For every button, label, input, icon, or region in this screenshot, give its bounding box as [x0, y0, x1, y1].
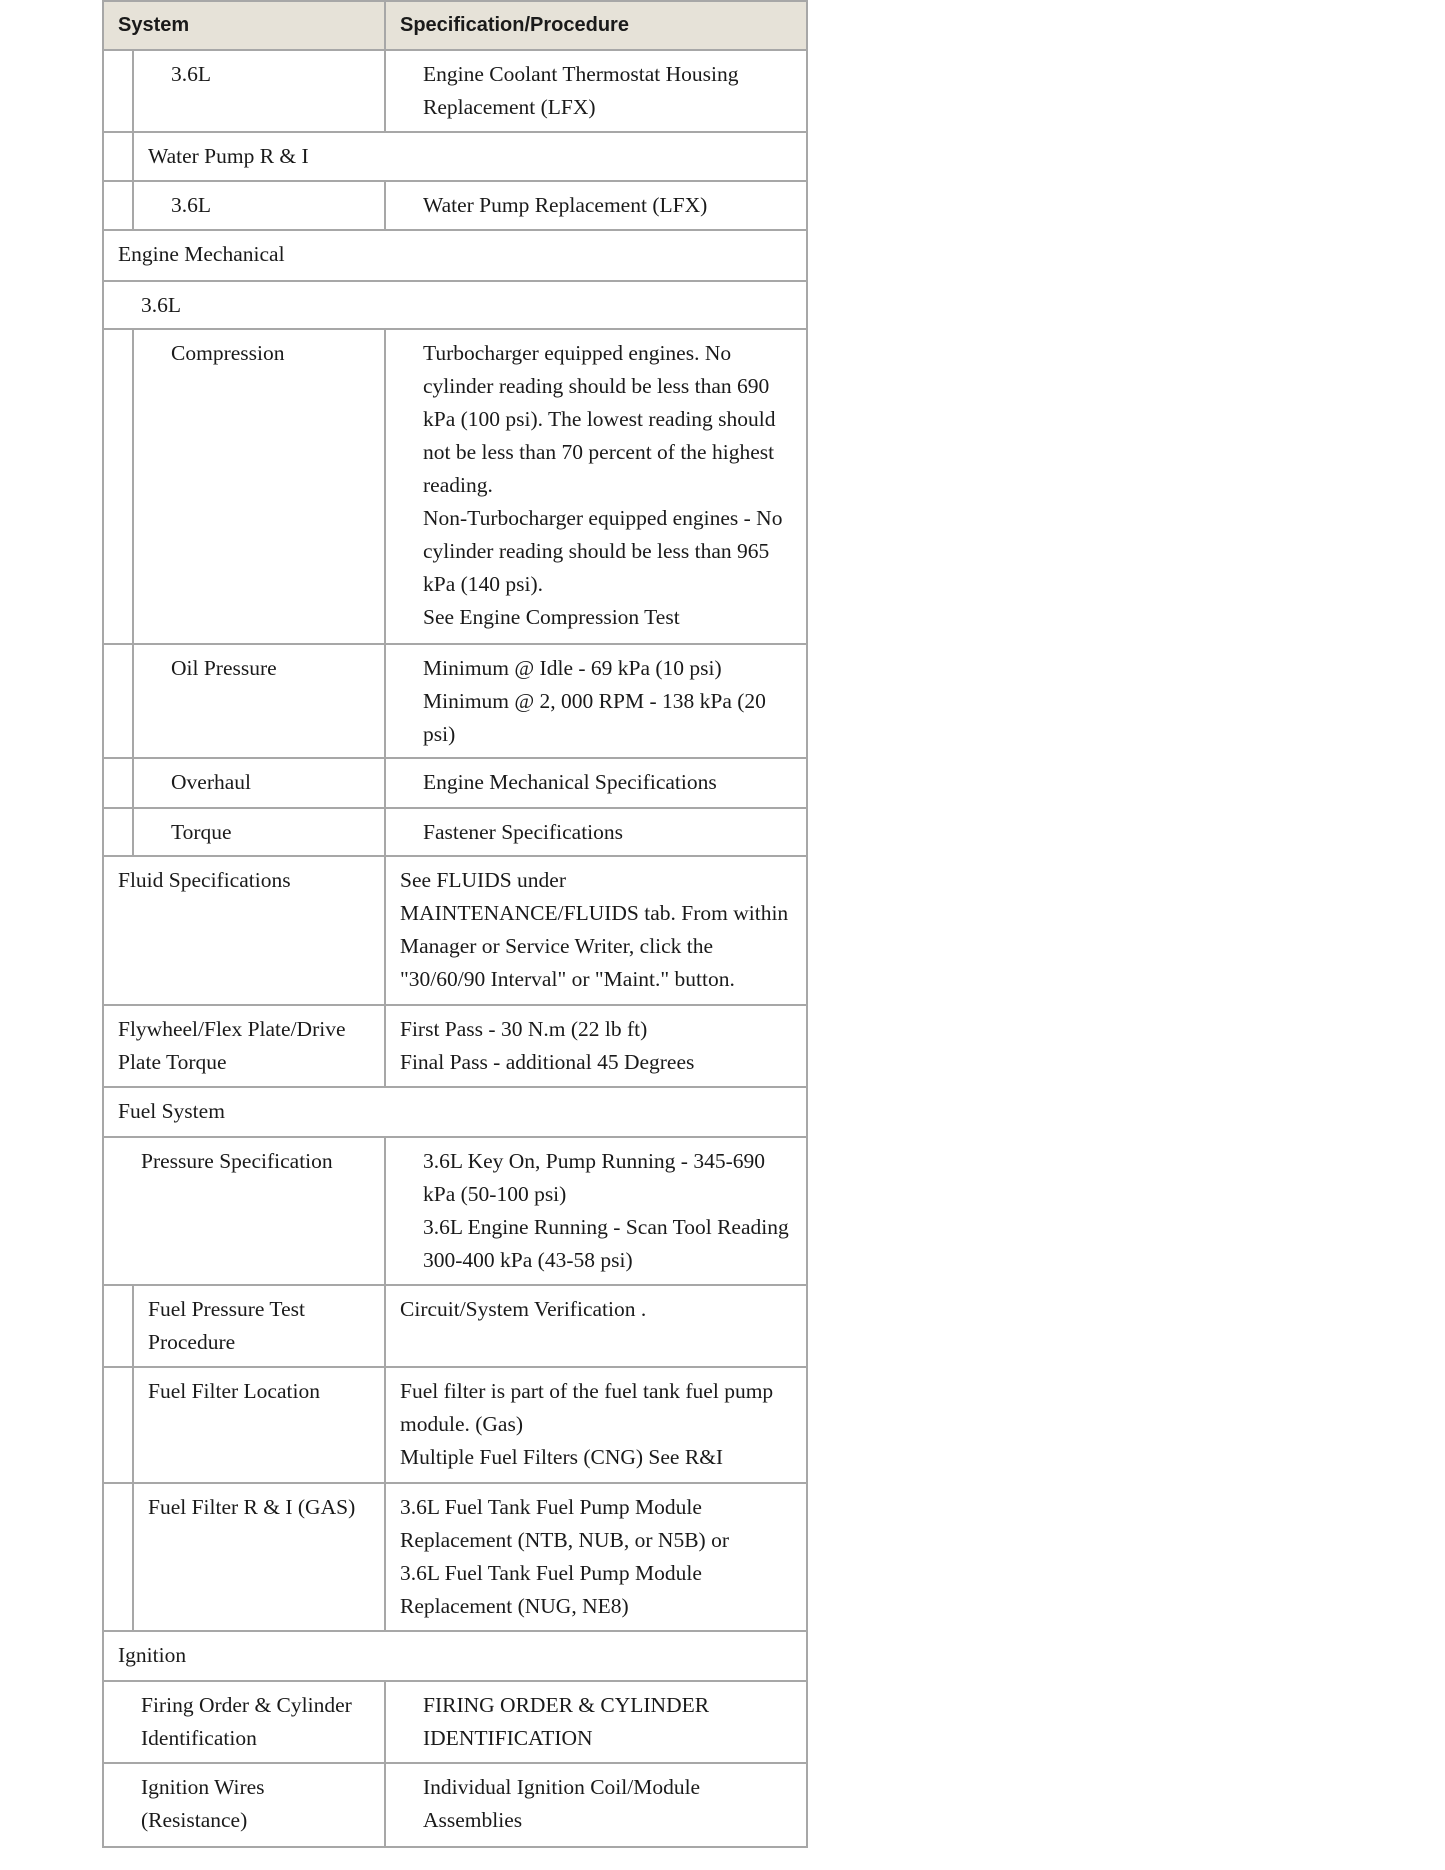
row-system: Overhaul: [134, 759, 386, 807]
section-heading: Engine Mechanical: [118, 242, 285, 266]
row-spec: Fastener Specifications: [423, 820, 624, 844]
table-row: [104, 133, 806, 182]
table-row: [104, 282, 806, 330]
row-spec: Minimum @ Idle - 69 kPa (10 psi) Minimum @ 2, 000 RPM - 138 kPa (20 psi): [423, 656, 766, 746]
header-system: System: [104, 2, 386, 49]
section-heading: Ignition: [118, 1643, 187, 1667]
row-spec: Engine Mechanical Specifications: [423, 770, 717, 794]
table-row: [104, 645, 806, 759]
row-spec: 3.6L Key On, Pump Running - 345-690 kPa (50-100 psi) 3.6L Engine Running - Scan Tool Reading 300-400 kPa (43-58 psi): [423, 1149, 789, 1272]
row-spec: Water Pump Replacement (LFX): [423, 193, 708, 217]
table-row: [104, 1006, 806, 1088]
row-spec: Fuel filter is part of the fuel tank fuel pump module. (Gas) Multiple Fuel Filters (CNG) See R&I: [400, 1379, 774, 1469]
table-row: [104, 330, 806, 645]
row-spec: Engine Coolant Thermostat Housing Replacement (LFX): [423, 62, 739, 119]
section-heading: Water Pump R & I: [148, 144, 309, 168]
row-spec: See FLUIDS under MAINTENANCE/FLUIDS tab. From within Manager or Service Writer, click the "30/60/90 Interval" or "Maint." button.: [400, 868, 789, 991]
row-spec: First Pass - 30 N.m (22 lb ft) Final Pass - additional 45 Degrees: [400, 1017, 695, 1074]
table-row: [104, 1764, 806, 1846]
row-system: 3.6L: [134, 51, 386, 131]
row-system: Fluid Specifications: [104, 857, 386, 1004]
table-row: [104, 857, 806, 1006]
row-system: Fuel Pressure Test Procedure: [134, 1286, 386, 1366]
table-row: [104, 1632, 806, 1682]
row-system: 3.6L: [134, 182, 386, 229]
row-system: Torque: [134, 809, 386, 855]
row-spec: Individual Ignition Coil/Module Assemblies: [423, 1775, 701, 1832]
table-row: [104, 231, 806, 282]
row-system: Compression: [134, 330, 386, 643]
row-spec: Circuit/System Verification .: [400, 1297, 647, 1321]
section-heading: 3.6L: [141, 293, 182, 317]
table-row: [104, 1138, 806, 1286]
row-system: Firing Order & Cylinder Identification: [104, 1682, 386, 1762]
row-spec: Turbocharger equipped engines. No cylinder reading should be less than 690 kPa (100 psi). The lowest reading should not be less than 70 percent of the highest reading. Non-Turbocharger equipped engines - No cylinder reading should be less than 965 kPa (140 psi). See Engine Compression Test: [423, 341, 783, 629]
table-row: [104, 1682, 806, 1764]
table-row: [104, 1368, 806, 1484]
row-system: Ignition Wires (Resistance): [104, 1764, 386, 1846]
table-row: [104, 1484, 806, 1632]
section-heading: Fuel System: [118, 1099, 225, 1123]
spec-table: [102, 0, 808, 1848]
row-system: Flywheel/Flex Plate/Drive Plate Torque: [104, 1006, 386, 1086]
table-row: [104, 182, 806, 231]
row-system: Pressure Specification: [104, 1138, 386, 1284]
row-spec: 3.6L Fuel Tank Fuel Pump Module Replacement (NTB, NUB, or N5B) or 3.6L Fuel Tank Fuel Pump Module Replacement (NUG, NE8): [400, 1495, 729, 1618]
table-row: [104, 759, 806, 809]
table-row: [104, 1088, 806, 1138]
row-system: Fuel Filter R & I (GAS): [134, 1484, 386, 1630]
table-row: [104, 51, 806, 133]
table-header: [104, 0, 806, 51]
header-spec: Specification/Procedure: [400, 14, 629, 36]
table-row: [104, 809, 806, 857]
row-system: Oil Pressure: [134, 645, 386, 757]
table-row: [104, 1286, 806, 1368]
row-spec: FIRING ORDER & CYLINDER IDENTIFICATION: [423, 1693, 710, 1750]
row-system: Fuel Filter Location: [134, 1368, 386, 1482]
